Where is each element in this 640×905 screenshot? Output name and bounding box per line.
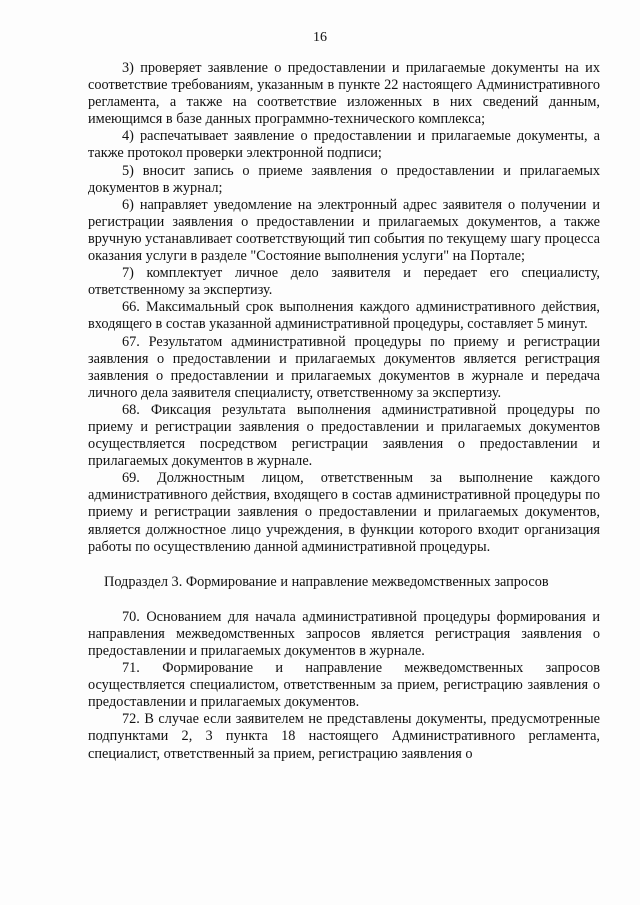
page-number: 16 [313,30,327,45]
paragraph: 68. Фиксация результата выполнения административной процедуры по приему и регистрации заявления о предоставлении и прилагаемых документов осуществляется посредством регистрации заявления о предоставлении и прилагаемых документов в журнале. [88,401,600,470]
paragraph: 6) направляет уведомление на электронный адрес заявителя о получении и регистрации заявления о предоставлении и прилагаемых документов, а также вручную устанавливает соответствующий тип события по текущему шагу процесса оказания услуги в разделе "Состояние выполнения услуги" на Портале; [88,196,600,265]
document-body [88,60,600,763]
paragraph: 4) распечатывает заявление о предоставлении и прилагаемые документы, а также протокол проверки электронной подписи; [88,128,600,162]
paragraph: 72. В случае если заявителем не представлены документы, предусмотренные подпунктами 2, 3 пункта 18 настоящего Административного регламента, специалист, ответственный за прием, регистрацию заявления о [88,711,600,762]
paragraph: 71. Формирование и направление межведомственных запросов осуществляется специалистом, ответственным за прием, регистрацию заявления о предоставлении и прилагаемых документов. [88,660,600,711]
paragraph: 3) проверяет заявление о предоставлении и прилагаемые документы на их соответствие требованиям, указанным в пункте 22 настоящего Административного регламента, а также на соответствие изложенных в них сведений данным, имеющимся в базе данных программно-технического комплекса; [88,60,600,128]
paragraph: 67. Результатом административной процедуры по приему и регистрации заявления о предоставлении и прилагаемых документов является регистрация заявления о предоставлении и прилагаемых документов в журнале и передача личного дела заявителя специалисту, ответственному за экспертизу. [88,333,600,401]
paragraph: 70. Основанием для начала административной процедуры формирования и направления межведомственных запросов является регистрация заявления о предоставлении и прилагаемых документов в журнале. [88,608,600,659]
paragraph: 69. Должностным лицом, ответственным за выполнение каждого административного действия, входящего в состав административной процедуры по приему и регистрации заявления о предоставлении и прилагаемых документов, является должностное лицо учреждения, в функции которого входит организация работы по осуществлению данной административной процедуры. [88,470,600,555]
paragraph: 7) комплектует личное дело заявителя и передает его специалисту, ответственному за экспертизу. [88,265,600,299]
section-heading: Подраздел 3. Формирование и направление межведомственных запросов [104,573,549,590]
paragraph: 66. Максимальный срок выполнения каждого административного действия, входящего в состав указанной административной процедуры, составляет 5 минут. [88,299,600,333]
paragraph: 5) вносит запись о приеме заявления о предоставлении и прилагаемых документов в журнал; [88,162,600,196]
